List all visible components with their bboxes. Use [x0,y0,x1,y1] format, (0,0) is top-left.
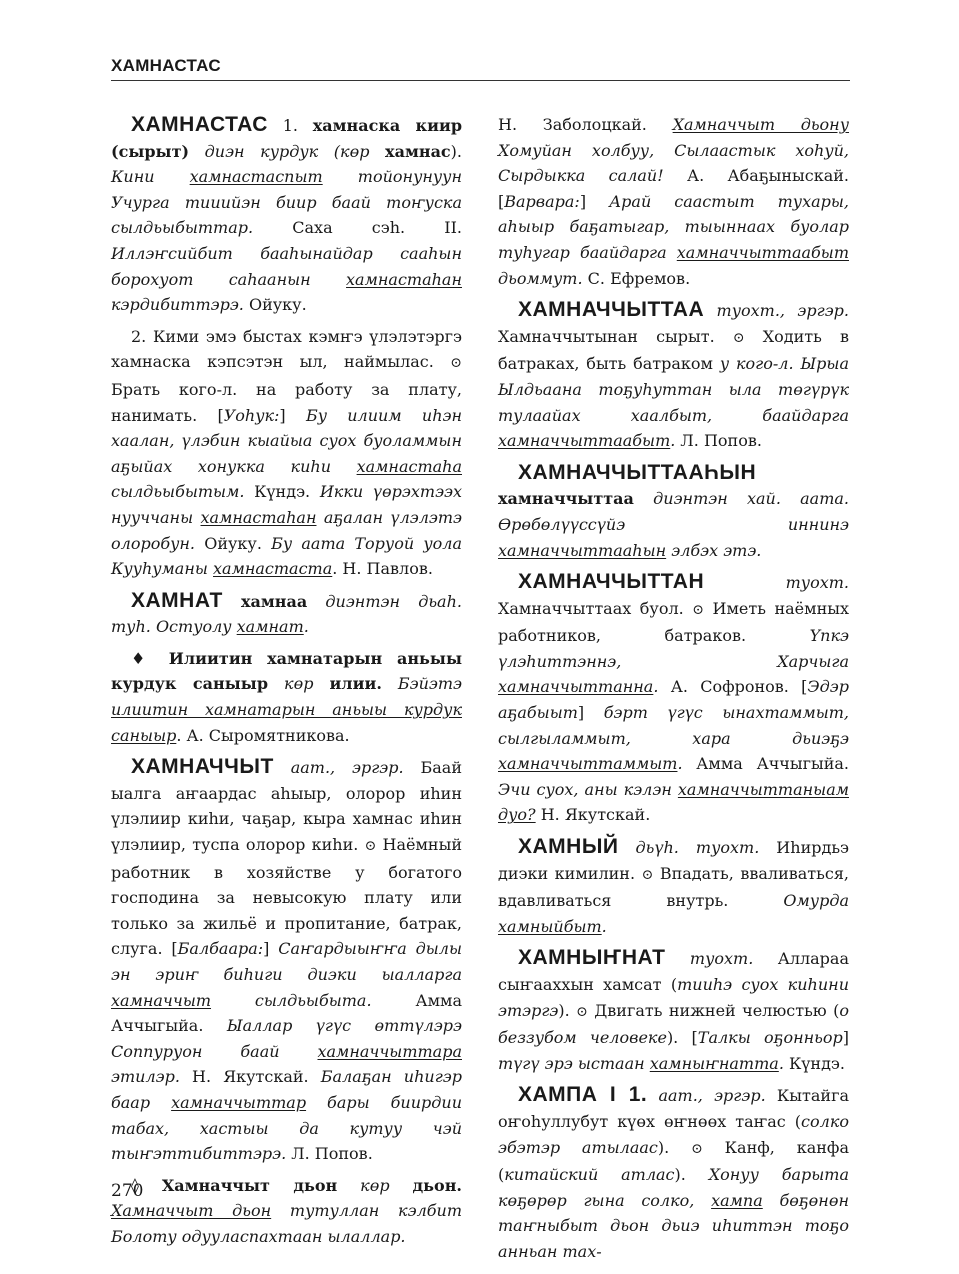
translation-marker-icon: ⊙ [364,838,377,855]
entry-hamnachchyttaahyn: ХАМНАЧЧЫТТААҺЫН хамначчыттаа диэнтэн хай. аата. Өрөбөлүүссүйэ иннинэ хамначчыттааһын элбэх этэ. [498,460,849,560]
translation-marker-icon: ⊙ [732,329,745,346]
entry-hampa: ХАМПА I 1. аат., эргэр. Кытайга оҥоһуллубут күөх өҥнөөх таҥас (солко эбэтэр атылаас). ⊙ Канф, канфа (китайский атлас). Хонуу барыта көҕөрөр гына солко, хампа бөҕөнөн таҥныбыт дьон дьиэ иһиттэн тоҕо анньан тах- [498,1083,850,1261]
entry-hamnachchyt-idiom: ◊ Хамначчыт дьон көр дьон. Хамначчыт дьон тутуллан кэлбит Болоту одууласпахтаан ылаллар. [111,1175,462,1246]
headword: ХАМНАСТАС [131,113,268,136]
entry-hamnachchyttan: ХАМНАЧЧЫТТАН туохт. Хамначчыттаах буол. ⊙ Иметь наёмных работников, батраков. Үпкэ үлэһиттэннэ, Харчыга хамначчыттанна. А. Софронов. [Эдэр аҕабыыт] бэрт үгүс ынахтаммыт, сылгыламмыт, хара дьиэҕэ хамначчыттаммыт. Амма Аччыгыйа. Эчи суох, аны кэлэн хамначчыттаныам дуо? Н. Якутскай. [498,570,850,825]
entry-hamnat-idiom: ♦ Илиитин хамнатарын аньыы курдук саныыр көр илии. Бэйэтэ илиитин хамнатарын аньыы курдук саныыр. А. Сыромятникова. [111,648,462,745]
translation-marker-icon: ⊙ [692,601,704,618]
page-number: 270 [111,1181,144,1201]
entry-hamnachchyt: ХАМНАЧЧЫТ аат., эргэр. Баай ыалга аҥаардас аһыыр, олорор иһин үлэлиир киһи, чаҕар, кыра хамнас иһин үлэлиир, туспа олорор киһи. ⊙ Наёмный работник в хозяйстве у богатого господина за невысокую плату или только за жильё и пропитание, батрак, слуга. [Балбаара:] Саҥардыыҥҥа дылы эн эриҥ биһиги диэки ыалларга хамначчыт сылдьыбыта. Амма Аччыгыйа. Ыаллар үгүс өттүлэрэ Соппуруон баай хамначчыттара этилэр. Н. Якутскай. Балаҕан иһигэр баар хамначчыттар бары биирдии табах, хастыы да кутуу чэй тыҥэттибиттэрэ. Л. Попов. [111,755,463,1164]
translation-marker-icon: ⊙ [450,355,462,372]
header-rule [111,80,850,81]
headword: ХАМПА I 1. [518,1083,648,1107]
entry-hamnastas: ХАМНАСТАС 1. хамнаска киир (сырыт) диэн курдук (көр хамнас). Кини хамнастаспыт тойонунуун Учурга тииийэн биир баай тоҥуска сылдьыбыттар. Саха сэһ. II. Иллэҥсийбит бааһынайдар сааһын борохуот саһаанын хамнастаһан кэрдибиттэрэ. Ойуку. [111,113,463,315]
entry-hamnat: ХАМНАТ хамнаа диэнтэн дьаһ. туһ. Остуолу хамнат. [111,588,462,637]
entry-hamnachchyt-continued: Н. Заболоцкай. Хамначчыт дьону Хомуйан холбуу, Сылаастык хоһуй, Сырдыкка салай! А. Абаҕыныскай. [Варвара:] Арай саастыт тухары, аһыыр баҕатыгар, тыыннаах буолар туһугар баайдарга хамначчыттаабыт дьоммут. С. Ефремов. [498,115,850,288]
entry-hamnachchyttaa: ХАМНАЧЧЫТТАА туохт., эргэр. Хамначчытынан сырыт. ⊙ Ходить в батраках, быть батраком у кого-л. Ырыа Ылдьаана тоҕуһуттан ыла төгүрүк тулаайах хаалбыт, баайдарга хамначчыттаабыт. Л. Попов. [498,298,849,451]
translation-marker-icon: ⊙ [576,1003,588,1020]
headword: ХАМНЫЙ [518,835,619,859]
headword: ХАМНАЧЧЫТТААҺЫН [518,460,757,484]
headword: ХАМНАЧЧЫТТАА [518,298,705,322]
right-column [498,112,849,1271]
translation-marker-icon: ⊙ [641,866,654,883]
left-column [111,112,462,1256]
entry-hamnyngnat: ХАМНЫҤНАТ туохт. Аллараа сыҥааххын хамсат (тииһэ суох киһини этэргэ). ⊙ Двигать нижней челюстью (о беззубом человеке). [Талкы оҕонньор] түгү эрэ ыстаан хамныҥнатта. Күндэ. [498,946,850,1073]
running-head: ХАМНАСТАС [111,56,221,75]
entry-hamnyi: ХАМНЫЙ дьүһ. туохт. Иһирдьэ диэки кимилин. ⊙ Впадать, вваливаться, вдавливаться внутрь. Омурда хамныйбыт. [498,835,849,936]
idiom-lozenge-icon: ◊ [131,1175,162,1195]
headword: ХАМНАЧЧЫТ [131,755,274,779]
entry-hamnastas-sense-2: 2. Кими эмэ быстах кэмҥэ үлэлэтэргэ хамнаска кэпсэтэн ыл, наймылас. ⊙ Брать кого-л. на работу за плату, нанимать. [Уоһук:] Бу илиим иһэн хаалан, үлэбин кыайыа суох буоламмын аҕыйах хонукка киһи хамнастаһа сылдьыбытым. Күндэ. Икки үөрэхтээх нууччаны хамнастаһан аҕалан үлэлэтэ олоробун. Ойуку. Бу аата Торуой уола Кууһуманы хамнастаста. Н. Павлов. [111,326,463,579]
headword: ХАМНАЧЧЫТТАН [518,570,705,594]
headword: ХАМНАТ [131,588,223,612]
translation-marker-icon: ⊙ [691,1140,703,1157]
idiom-diamond-icon: ♦ [131,648,169,668]
headword: ХАМНЫҤНАТ [518,946,666,970]
